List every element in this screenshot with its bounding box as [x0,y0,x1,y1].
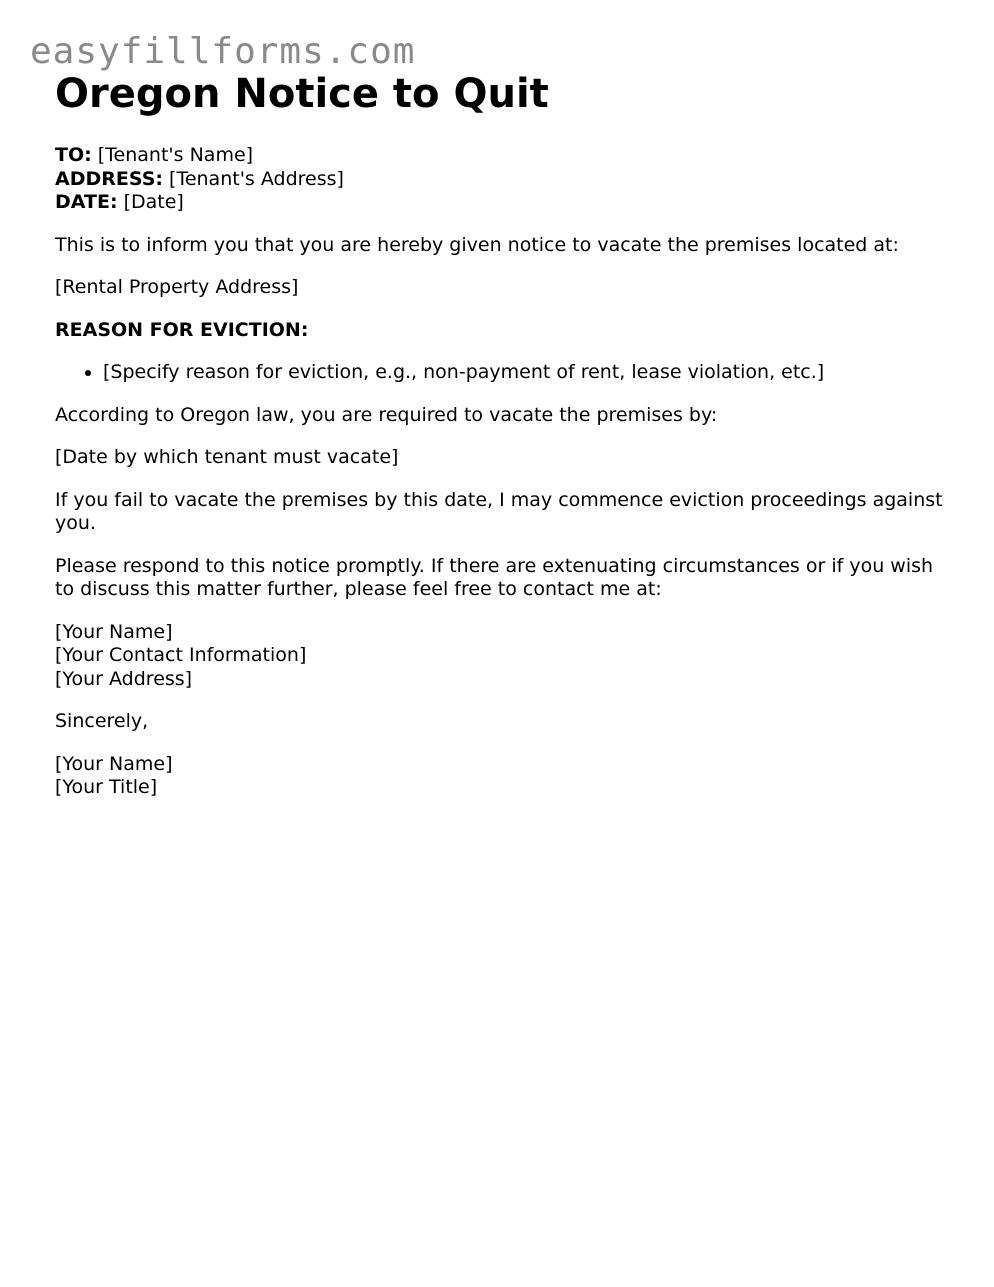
date-line [55,191,955,215]
address-label: ADDRESS: [55,167,163,190]
signature-title: [Your Title] [55,776,158,798]
date-label: DATE: [55,191,118,213]
reason-heading: REASON FOR EVICTION: [55,318,309,341]
to-line [55,144,955,168]
respond-statement: Please respond to this notice promptly. If there are extenuating circumstances or if you wish to discuss this matter further, please feel free to contact me at: [55,554,934,600]
to-value: [Tenant's Name] [97,144,254,166]
vacate-date: [Date by which tenant must vacate] [55,446,399,468]
contact-name: [Your Name] [55,620,173,643]
to-label: TO: [55,144,92,166]
reason-item: • [Specify reason for eviction, e.g., non-payment of rent, lease violation, etc.] [103,361,955,385]
contact-info: [Your Contact Information] [55,644,307,666]
property-address: [Rental Property Address] [55,276,299,298]
contact-address: [Your Address] [55,667,193,690]
document-page [55,70,955,800]
watermark: easyfillforms.com [30,31,416,72]
fail-statement: If you fail to vacate the premises by this date, I may commence eviction proceedings against you. [55,488,943,534]
page-title: Oregon Notice to Quit [55,71,549,117]
law-statement: According to Oregon law, you are required to vacate the premises by: [55,403,718,426]
address-value: [Tenant's Address] [169,167,344,190]
signature-block [55,753,955,800]
date-value: [Date] [123,191,184,213]
closing: Sincerely, [55,710,149,732]
intro-paragraph: This is to inform you that you are hereby given notice to vacate the premises located at: [55,233,899,256]
address-line [55,168,955,192]
reason-list [55,361,955,385]
signature-name: [Your Name] [55,752,173,775]
recipient-header [55,144,955,215]
contact-block [55,621,955,692]
